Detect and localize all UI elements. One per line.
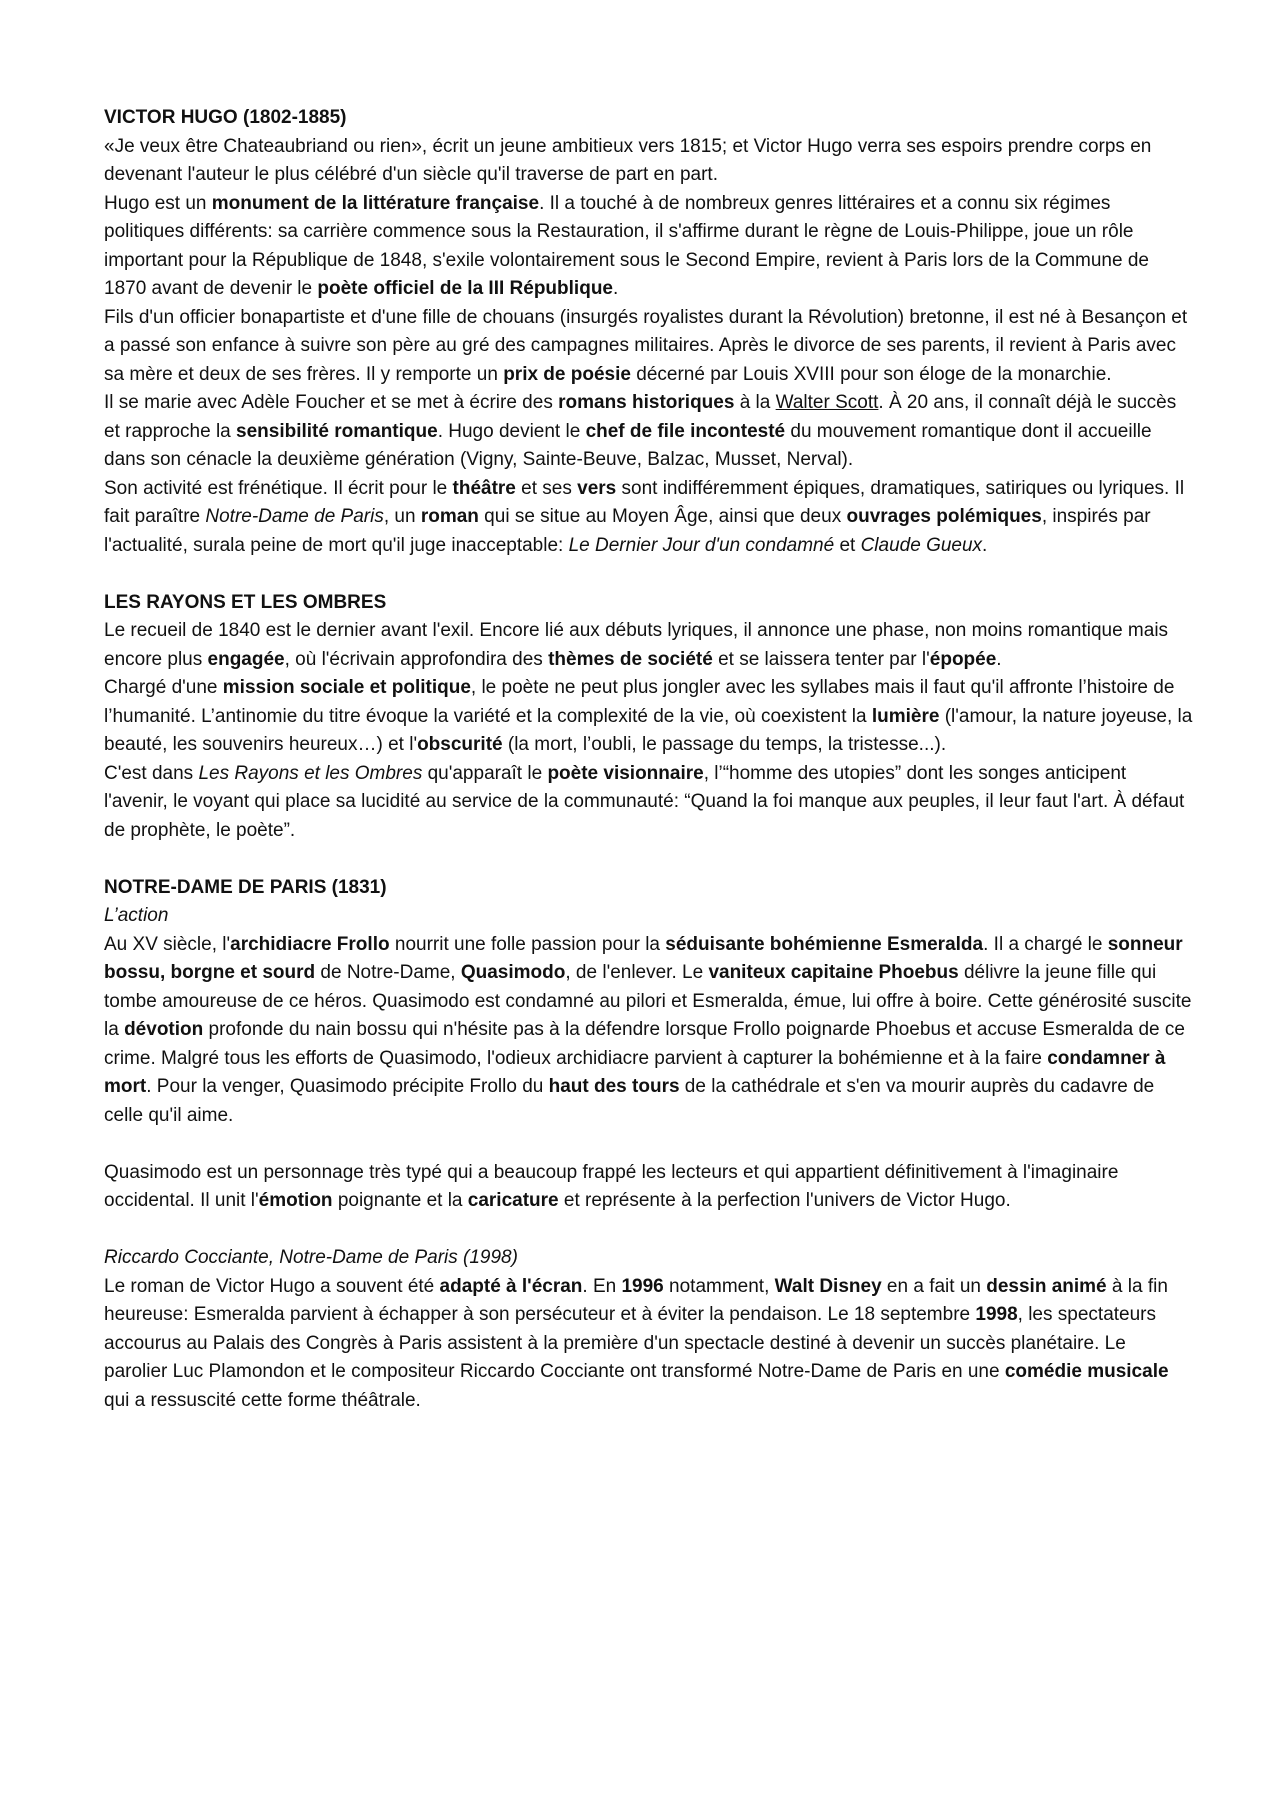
section-victor-hugo	[104, 104, 1194, 560]
text-run: , le poète ne peut plus jongler avec les syllabes mais il faut qu'il affronte l’histoire de l’humanité. L’antinomie du titre évoque la variété et la complexité de la vie, où coexistent la	[104, 677, 1175, 727]
text-run: Chargé d'une	[104, 677, 223, 698]
text-run: à la fin heureuse: Esmeralda parvient à échapper à son persécuteur et à éviter la pendaison. Le 18 septembre	[104, 1275, 1168, 1325]
text-run: Walt Disney	[774, 1275, 882, 1297]
paragraph	[104, 931, 1194, 1131]
text-run: Quasimodo	[460, 962, 566, 983]
paragraph	[104, 674, 1194, 760]
text-run: archidiacre Frollo	[230, 933, 390, 955]
text-run: thèmes de société	[548, 648, 713, 670]
text-run: poignante et la	[332, 1190, 468, 1211]
text-run: mission sociale et politique	[222, 677, 471, 698]
paragraph	[104, 1244, 1194, 1273]
text-run: condamner à mort	[104, 1047, 1166, 1097]
text-run: obscurité	[417, 734, 503, 755]
text-run: Quasimodo est un personnage très typé qui a beaucoup frappé les lecteurs et qui appartient définitivement à l'imaginaire occidental. Il unit l'	[104, 1161, 1119, 1211]
text-run: poète visionnaire	[547, 762, 704, 784]
text-run: décerné par Louis XVIII pour son éloge de la monarchie.	[630, 363, 1112, 385]
text-run: 1996	[621, 1275, 664, 1297]
text-run: et ses	[515, 477, 578, 499]
section-heading: LES RAYONS ET LES OMBRES	[104, 591, 387, 613]
text-run: .	[996, 648, 1002, 670]
paragraph	[104, 190, 1194, 304]
section-subheading: L’action	[104, 905, 169, 926]
section-body	[104, 617, 1194, 845]
text-run: Il se marie avec Adèle Foucher et se met à écrire des	[104, 392, 559, 413]
section-heading: NOTRE-DAME DE PARIS (1831)	[104, 876, 387, 898]
text-run: profonde du nain bossu qui n'hésite pas à la défendre lorsque Frollo poignarde Phoebus et accuse Esmeralda de ce crime. Malgré tous les efforts de Quasimodo, l'odieux archidiacre parvient à capturer la bohémienne et à la faire	[104, 1019, 1185, 1069]
text-run: chef de file incontesté	[585, 420, 786, 442]
text-run: et se laissera tenter par l'	[712, 648, 930, 670]
text-run: du mouvement romantique dont il accueille dans son cénacle la deuxième génération (Vigny, Sainte-Beuve, Balzac, Musset, Nerval).	[104, 420, 1152, 470]
text-run: nourrit une folle passion pour la	[389, 933, 666, 955]
text-run: poète officiel de la III République	[317, 278, 613, 299]
text-run: Le Dernier Jour d'un condamné	[568, 534, 835, 556]
section-les-rayons-et-les-ombres	[104, 589, 1194, 846]
text-run: ouvrages polémiques	[846, 506, 1042, 527]
paragraph	[104, 389, 1194, 475]
text-run: (l'amour, la nature joyeuse, la beauté, les souvenirs heureux…) et l'	[104, 705, 1193, 755]
text-run: Riccardo Cocciante, Notre-Dame de Paris (1998)	[104, 1247, 518, 1268]
text-run: vaniteux capitaine Phoebus	[708, 962, 959, 983]
text-run: sensibilité romantique	[236, 420, 438, 442]
text-run: Hugo est un	[104, 192, 212, 214]
paragraph	[104, 133, 1194, 190]
text-run: séduisante bohémienne Esmeralda	[665, 933, 984, 955]
text-run: , où l'écrivain approfondira des	[284, 648, 549, 670]
paragraph	[104, 1159, 1194, 1216]
text-run: «Je veux être Chateaubriand ou rien», écrit un jeune ambitieux vers 1815; et Victor Hugo verra ses espoirs prendre corps en devenant l'auteur le plus célébré d'un siècle qu'il traverse de part en part.	[104, 135, 1152, 185]
text-run: en a fait un	[881, 1275, 987, 1297]
text-run: . Hugo devient le	[437, 420, 586, 442]
paragraph	[104, 304, 1194, 390]
text-run: qu'apparaît le	[422, 762, 548, 784]
text-run: de Notre-Dame,	[315, 962, 461, 983]
text-run: C'est dans	[104, 762, 199, 784]
text-run: . Pour la venger, Quasimodo précipite Frollo du	[146, 1076, 549, 1097]
paragraph	[104, 617, 1194, 674]
text-run: Fils d'un officier bonapartiste et d'une fille de chouans (insurgés royalistes durant la Révolution) bretonne, il est né à Besançon et a passé son enfance à suivre son père au gré des campagnes militaires. Après le divorce de ses parents, il revient à Paris avec sa mère et deux de ses frères. Il y remporte un	[104, 306, 1188, 385]
text-run: , les spectateurs accourus au Palais des Congrès à Paris assistent à la première d'un spectacle destiné à devenir un succès planétaire. Le parolier Luc Plamondon et le compositeur Riccardo Cocciante ont transformé Notre-Dame de Paris en une	[104, 1304, 1156, 1382]
text-run: sonneur bossu, borgne et sourd	[104, 933, 1183, 983]
text-run: . À 20 ans, il connaît déjà le succès et rapproche la	[104, 392, 1177, 442]
text-run: dévotion	[124, 1019, 204, 1040]
text-run: 1998	[975, 1304, 1018, 1325]
text-run: Son activité est frénétique. Il écrit pour le	[104, 477, 453, 499]
text-run: épopée	[929, 648, 997, 670]
text-run: monument de la littérature française	[211, 192, 540, 214]
text-run: et représente à la perfection l'univers de Victor Hugo.	[558, 1190, 1011, 1211]
text-run: . Il a chargé le	[983, 933, 1108, 955]
text-run: Le roman de Victor Hugo a souvent été	[104, 1275, 440, 1297]
text-run: lumière	[871, 705, 940, 727]
text-run: haut des tours	[548, 1076, 680, 1097]
text-run: notamment,	[663, 1275, 775, 1297]
text-run: Notre-Dame de Paris	[205, 506, 384, 527]
text-run: engagée	[207, 648, 285, 670]
text-run: prix de poésie	[503, 363, 631, 385]
text-run: . Il a touché à de nombreux genres littéraires et a connu six régimes politiques différents: sa carrière commence sous la Restauration, il s'affirme durant le règne de Louis-Philippe, joue un rôle important pour la République de 1848, s'exile volontairement sous le Second Empire, revient à Paris lors de la Commune de 1870 avant de devenir le	[104, 192, 1149, 299]
text-run: théâtre	[452, 477, 516, 499]
text-run: roman	[420, 506, 479, 527]
text-run: , l’“homme des utopies” dont les songes anticipent l'avenir, le voyant qui place sa lucidité au service de la communauté: “Quand la foi manque aux peuples, il leur faut l'art. À défaut de prophète, le poète”.	[104, 762, 1185, 841]
text-run: dessin animé	[986, 1275, 1107, 1297]
text-run: délivre la jeune fille qui tombe amoureuse de ce héros. Quasimodo est condamné au pilori et Esmeralda, émue, lui offre à boire. Cette générosité suscite la	[104, 962, 1192, 1040]
text-run: , de l'enlever. Le	[565, 962, 709, 983]
text-run: (la mort, l’oubli, le passage du temps, la tristesse...).	[502, 734, 947, 755]
text-run: comédie musicale	[1004, 1361, 1169, 1382]
text-run: à la	[734, 392, 776, 413]
section-heading: VICTOR HUGO (1802-1885)	[104, 107, 347, 128]
text-run: adapté à l'écran	[439, 1275, 583, 1297]
paragraph	[104, 760, 1194, 846]
paragraph	[104, 1273, 1194, 1416]
text-run: vers	[577, 477, 617, 499]
text-run: émotion	[258, 1190, 333, 1211]
text-run: .	[982, 534, 988, 556]
section-body	[104, 133, 1194, 561]
text-run: de la cathédrale et s'en va mourir auprès du cadavre de celle qu'il aime.	[104, 1076, 1155, 1126]
text-run: Les Rayons et les Ombres	[198, 762, 423, 784]
link-text[interactable]: Walter Scott	[775, 392, 879, 413]
section-notre-dame-de-paris	[104, 874, 1194, 1416]
text-run: Le recueil de 1840 est le dernier avant l'exil. Encore lié aux débuts lyriques, il annonce une phase, non moins romantique mais encore plus	[104, 620, 1169, 670]
text-run: et	[834, 534, 861, 556]
text-run: .	[613, 278, 619, 299]
text-run: sont indifféremment épiques, dramatiques, satiriques ou lyriques. Il fait paraître	[104, 477, 1185, 527]
text-run: qui a ressuscité cette forme théâtrale.	[104, 1389, 421, 1411]
document-page	[104, 104, 1194, 1415]
section-body	[104, 931, 1194, 1416]
text-run: romans historiques	[558, 392, 735, 413]
text-run: caricature	[467, 1190, 559, 1211]
text-run: Au XV siècle, l'	[104, 933, 231, 955]
text-run: qui se situe au Moyen Âge, ainsi que deux	[478, 506, 847, 527]
text-run: , un	[383, 506, 421, 527]
text-run: Claude Gueux	[860, 534, 983, 556]
paragraph	[104, 475, 1194, 561]
text-run: , inspirés par l'actualité, surala peine de mort qu'il juge inacceptable:	[104, 506, 1151, 556]
text-run: . En	[582, 1275, 622, 1297]
